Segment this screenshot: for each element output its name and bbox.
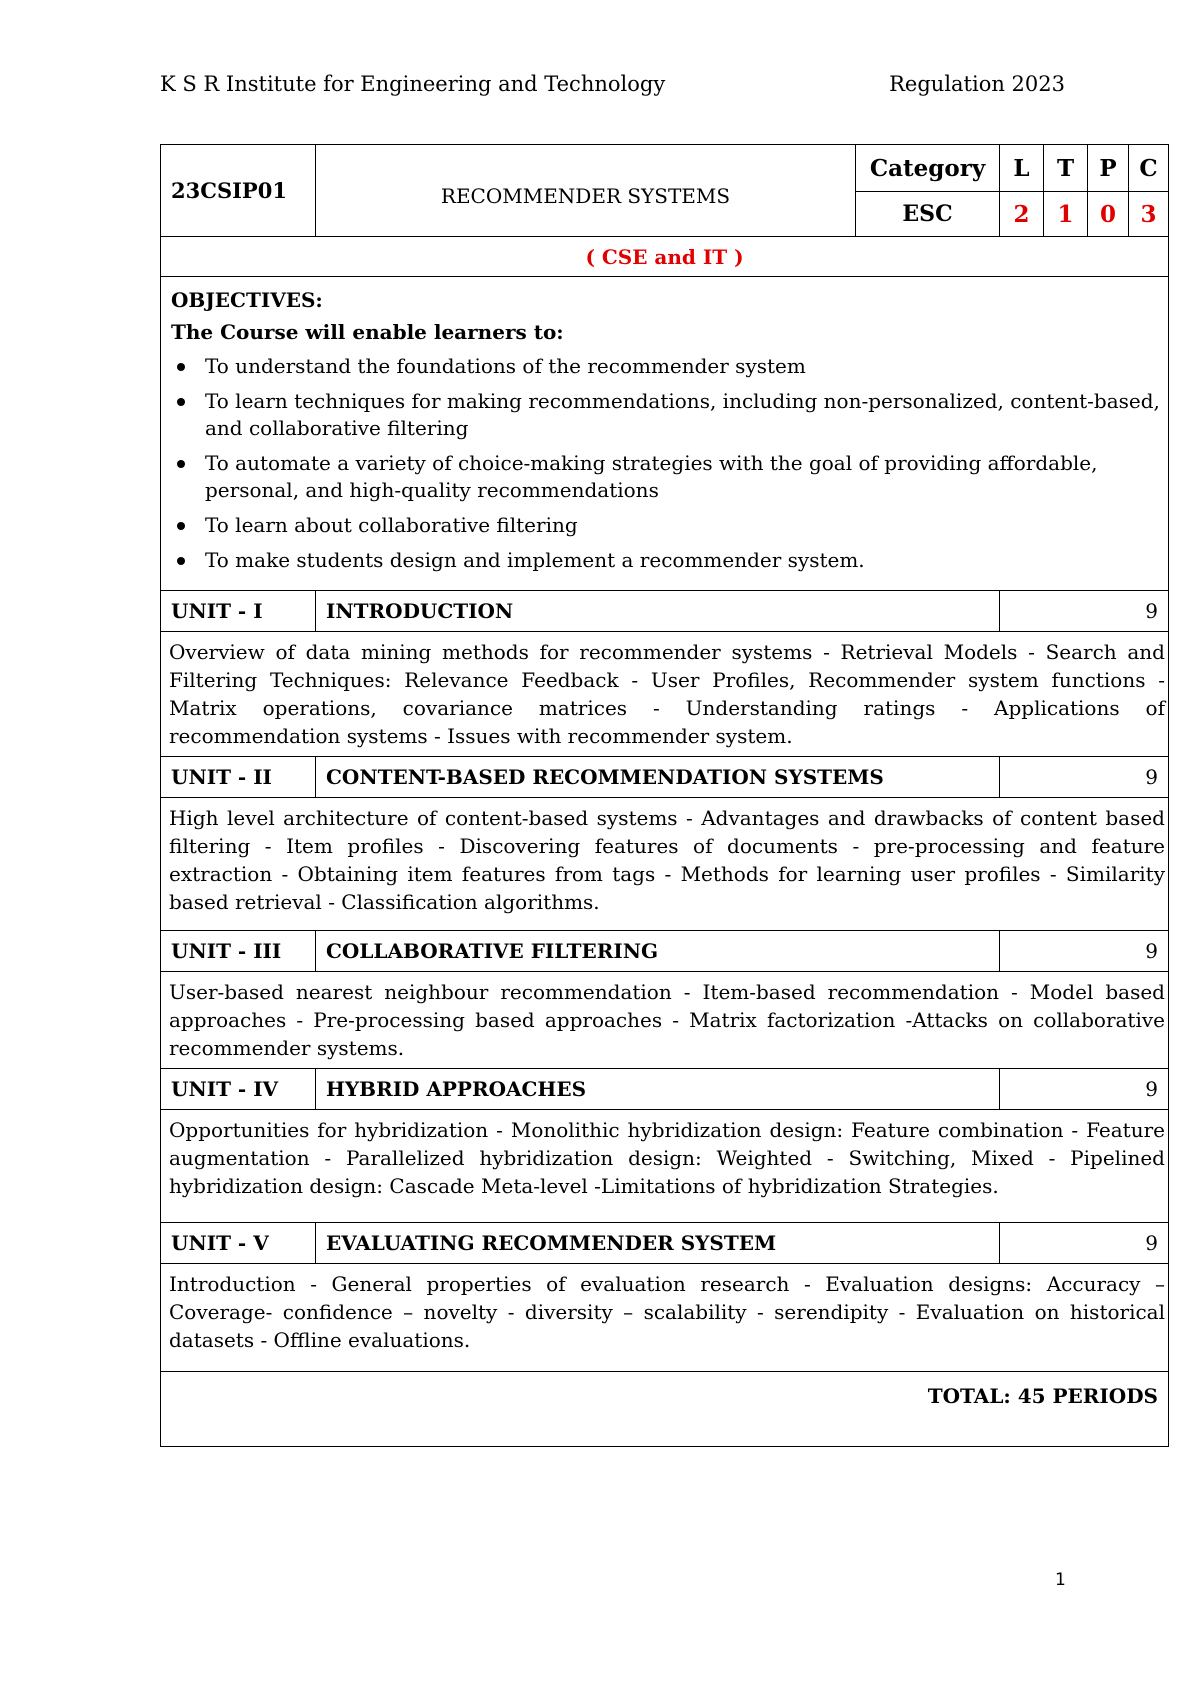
unit-2-content: High level architecture of content-based systems - Advantages and drawbacks of content based filtering - Item profiles - Discovering features of documents - pre-processing and feature extraction - Obtaining item features from tags - Methods for learning user profiles - Similarity based retrieval - Classification algorithms. [161, 798, 1169, 931]
unit-2-content-row [161, 798, 1169, 931]
bullet-icon [177, 522, 185, 530]
syllabus-table [160, 144, 1169, 1447]
unit-1-header [161, 591, 1169, 632]
ltpc-label-l: L [1000, 145, 1044, 192]
objective-text: To automate a variety of choice-making strategies with the goal of providing affordable, personal, and high-quality recommendations [205, 451, 1098, 502]
objective-text: To learn about collaborative filtering [205, 513, 578, 537]
total-periods: TOTAL: 45 PERIODS [161, 1372, 1169, 1447]
unit-4-title: HYBRID APPROACHES [316, 1069, 1000, 1110]
unit-2-label: UNIT - II [161, 757, 316, 798]
ltpc-value-p: 0 [1088, 192, 1129, 237]
objectives-list [171, 353, 1160, 574]
bullet-icon [177, 460, 185, 468]
unit-5-header [161, 1223, 1169, 1264]
ltpc-label-p: P [1088, 145, 1129, 192]
total-row [161, 1372, 1169, 1447]
unit-4-label: UNIT - IV [161, 1069, 316, 1110]
page-header [160, 72, 1065, 96]
category-value: ESC [856, 192, 1000, 237]
unit-4-hours: 9 [1000, 1069, 1169, 1110]
objective-text: To understand the foundations of the recommender system [205, 354, 806, 378]
objective-text: To make students design and implement a recommender system. [205, 548, 865, 572]
departments-row [161, 237, 1169, 277]
bullet-icon [177, 363, 185, 371]
objectives-section [161, 277, 1169, 591]
bullet-icon [177, 398, 185, 406]
unit-3-hours: 9 [1000, 931, 1169, 972]
course-code: 23CSIP01 [161, 145, 316, 237]
ltpc-value-c: 3 [1129, 192, 1169, 237]
objective-text: To learn techniques for making recommendations, including non-personalized, content-based, and collaborative filtering [205, 389, 1160, 440]
unit-2-header [161, 757, 1169, 798]
unit-5-hours: 9 [1000, 1223, 1169, 1264]
unit-3-label: UNIT - III [161, 931, 316, 972]
unit-3-content: User-based nearest neighbour recommendation - Item-based recommendation - Model based approaches - Pre-processing based approaches - Matrix factorization -Attacks on collaborative recommender systems. [161, 972, 1169, 1069]
course-header-row [161, 145, 1169, 192]
unit-4-content: Opportunities for hybridization - Monolithic hybridization design: Feature combination - Feature augmentation - Parallelized hybridization design: Weighted - Switching, Mixed - Pipelined hybridization design: Cascade Meta-level -Limitations of hybridization Strategies. [161, 1110, 1169, 1223]
objective-item [171, 512, 1160, 539]
departments: ( CSE and IT ) [161, 237, 1169, 277]
category-label: Category [856, 145, 1000, 192]
objective-item [171, 353, 1160, 380]
unit-1-hours: 9 [1000, 591, 1169, 632]
unit-1-content-row [161, 632, 1169, 757]
unit-2-hours: 9 [1000, 757, 1169, 798]
unit-1-title: INTRODUCTION [316, 591, 1000, 632]
institute-name: K S R Institute for Engineering and Technology [160, 72, 666, 96]
ltpc-value-t: 1 [1044, 192, 1088, 237]
ltpc-label-t: T [1044, 145, 1088, 192]
unit-3-header [161, 931, 1169, 972]
bullet-icon [177, 557, 185, 565]
unit-5-title: EVALUATING RECOMMENDER SYSTEM [316, 1223, 1000, 1264]
unit-5-label: UNIT - V [161, 1223, 316, 1264]
unit-1-content: Overview of data mining methods for recommender systems - Retrieval Models - Search and Filtering Techniques: Relevance Feedback - User Profiles, Recommender system functions - Matrix operations, covariance matrices - Understanding ratings - Applications of recommendation systems - Issues with recommender system. [161, 632, 1169, 757]
unit-3-title: COLLABORATIVE FILTERING [316, 931, 1000, 972]
ltpc-label-c: C [1129, 145, 1169, 192]
unit-1-label: UNIT - I [161, 591, 316, 632]
objectives-intro: The Course will enable learners to: [171, 320, 564, 344]
course-title: RECOMMENDER SYSTEMS [316, 145, 856, 237]
unit-4-content-row [161, 1110, 1169, 1223]
objective-item [171, 547, 1160, 574]
unit-5-content-row [161, 1264, 1169, 1372]
unit-2-title: CONTENT-BASED RECOMMENDATION SYSTEMS [316, 757, 1000, 798]
ltpc-value-l: 2 [1000, 192, 1044, 237]
page-number: 1 [1055, 1570, 1066, 1590]
unit-5-content: Introduction - General properties of evaluation research - Evaluation designs: Accuracy –Coverage- confidence – novelty - diversity – scalability - serendipity - Evaluation on historical datasets - Offline evaluations. [161, 1264, 1169, 1372]
unit-3-content-row [161, 972, 1169, 1069]
unit-4-header [161, 1069, 1169, 1110]
objectives-row [161, 277, 1169, 591]
objectives-heading: OBJECTIVES: [171, 288, 323, 312]
objective-item [171, 450, 1160, 504]
regulation-label: Regulation 2023 [889, 72, 1065, 96]
objective-item [171, 388, 1160, 442]
